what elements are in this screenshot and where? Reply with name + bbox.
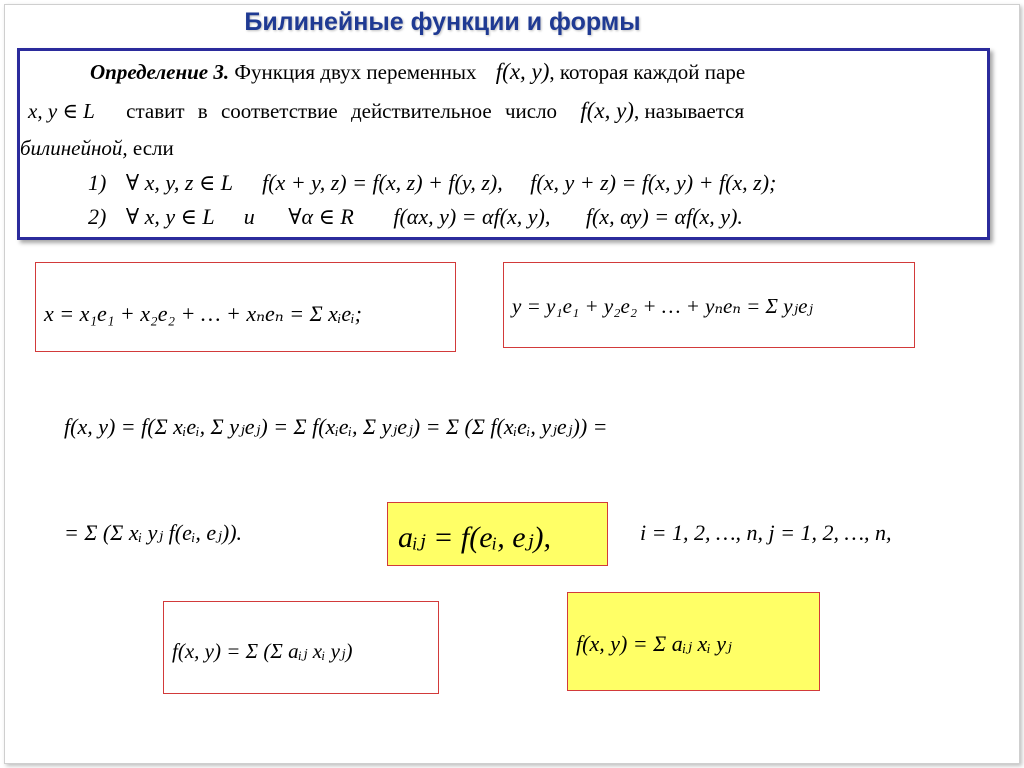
y-expansion-box [503,262,915,348]
definition-condition-2 [88,204,743,230]
x-expansion-formula [36,263,457,353]
definition-fxy: f(x, y) [495,59,550,84]
definition-pair-text: , которая каждой паре [549,60,746,84]
definition-line-2 [28,98,744,124]
condition-2-alpha: ∀α ∈ R [288,204,354,229]
x-expansion-box [35,262,456,352]
condition-2-formula-a: f(αx, y) = αf(x, y), [393,204,551,229]
double-sum-text: f(x, y) = Σ (Σ aᵢⱼ xᵢ yⱼ) [172,639,353,663]
aij-definition-formula [388,503,609,567]
f-expansion-line-2 [60,488,350,578]
f-expansion-line-2-text: = Σ (Σ xᵢ yⱼ f(eᵢ, eⱼ)). [64,520,243,545]
index-ranges [640,512,980,552]
condition-2-number: 2) [88,204,107,229]
definition-xy-in-L: x, y ∈ L [28,99,95,123]
slide-title: Билинейные функции и формы [244,8,641,36]
bilinear-form-box [567,592,820,691]
condition-2-and: и [243,204,255,229]
y-expansion-text: y = y₁e₁ + y₂e₂ + … + yₙeₙ = Σ yⱼeⱼ [512,294,813,318]
y-expansion-formula [504,263,916,349]
definition-label: Определение 3. [90,60,230,84]
definition-line-1 [90,59,745,85]
condition-2-quantifier: ∀ x, y ∈ L [125,204,215,229]
aij-definition-box [387,502,608,566]
double-sum-formula [164,602,440,695]
condition-2-formula-b: f(x, αy) = αf(x, y). [585,204,743,229]
definition-called: , называется [633,99,745,123]
f-expansion-line-1 [60,378,940,472]
definition-if-word: если [132,136,174,160]
x-expansion-text: x = x₁e₁ + x₂e₂ + … + xₙeₙ = Σ xᵢeᵢ; [44,301,362,326]
definition-line-3 [20,136,174,161]
double-sum-box [163,601,439,694]
aij-definition-text: aᵢⱼ = f(eᵢ, eⱼ), [398,521,552,554]
index-ranges-text: i = 1, 2, …, n, j = 1, 2, …, n, [640,520,892,545]
condition-1-number: 1) [88,170,107,195]
condition-1-quantifier: ∀ x, y, z ∈ L [125,170,233,195]
f-expansion-line-1-text: f(x, y) = f(Σ xᵢeᵢ, Σ yⱼeⱼ) = Σ f(xᵢeᵢ, Σ yⱼeⱼ) = Σ (Σ f(xᵢeᵢ, yⱼeⱼ)) = [64,414,608,439]
condition-1-formula-b: f(x, y + z) = f(x, y) + f(x, z); [530,170,777,195]
definition-condition-1 [88,170,776,196]
definition-box [17,48,990,240]
definition-bilinear-word: билинейной, [20,136,128,160]
definition-fxy-2: f(x, y) [580,98,634,123]
definition-intro: Функция двух переменных [234,60,477,84]
bilinear-form-formula [568,593,821,692]
bilinear-form-text: f(x, y) = Σ aᵢⱼ xᵢ yⱼ [576,631,732,656]
definition-assigns: ставит в соответствие действительное число [126,99,558,123]
condition-1-formula-a: f(x + y, z) = f(x, z) + f(y, z), [262,170,503,195]
